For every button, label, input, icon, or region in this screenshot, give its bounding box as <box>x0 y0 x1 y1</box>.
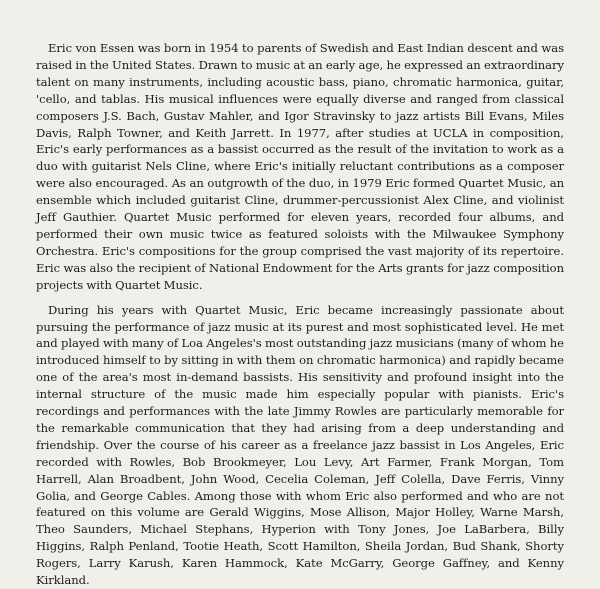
biography-paragraph-2: During his years with Quartet Music, Eric became increasingly passionate about pursuing the performance of jazz music at its purest and most sophisticated level. He met and played with many of Loa Angeles's most outstanding jazz musicians (many of whom he introduced himself to by sitting in with them on chromatic harmonica) and rapidly became one of the area's most in-demand bassists. His sensitivity and profound insight into the internal structure of the music made him especially popular with pianists. Eric's recordings and performances with the late Jimmy Rowles are particularly memorable for the remarkable communication that they had arising from a deep understanding and friendship. Over the course of his career as a freelance jazz bassist in Los Angeles, Eric recorded with Rowles, Bob Brookmeyer, Lou Levy, Art Farmer, Frank Morgan, Tom Harrell, Alan Broadbent, John Wood, Cecelia Coleman, Jeff Colella, Dave Ferris, Vinny Golia, and George Cables. Among those with whom Eric also performed and who are not featured on this volume are Gerald Wiggins, Mose Allison, Major Holley, Warne Marsh, Theo Saunders, Michael Stephans, Hyperion with Tony Jones, Joe LaBarbera, Billy Higgins, Ralph Penland, Tootie Heath, Scott Hamilton, Sheila Jordan, Bud Shank, Shorty Rogers, Larry Karush, Karen Hammock, Kate McGarry, George Gaffney, and Kenny Kirkland. <box>36 302 564 588</box>
biography-paragraph-1: Eric von Essen was born in 1954 to parents of Swedish and East Indian descent and was raised in the United States. Drawn to music at an early age, he expressed an extraordinary talent on many instruments, including acoustic bass, piano, chromatic harmonica, guitar, 'cello, and tablas. His musical influences were equally diverse and ranged from classical composers J.S. Bach, Gustav Mahler, and Igor Stravinsky to jazz artists Bill Evans, Miles Davis, Ralph Towner, and Keith Jarrett. In 1977, after studies at UCLA in composition, Eric's early performances as a bassist occurred as the result of the invitation to work as a duo with guitarist Nels Cline, where Eric's initially reluctant contributions as a composer were also encouraged. As an outgrowth of the duo, in 1979 Eric formed Quartet Music, an ensemble which included guitarist Cline, drummer-percussionist Alex Cline, and violinist Jeff Gauthier. Quartet Music performed for eleven years, recorded four albums, and performed their own music twice as featured soloists with the Milwaukee Symphony Orchestra. Eric's compositions for the group comprised the vast majority of its repertoire. Eric was also the recipient of National Endowment for the Arts grants for jazz composition projects with Quartet Music. <box>36 41 564 292</box>
